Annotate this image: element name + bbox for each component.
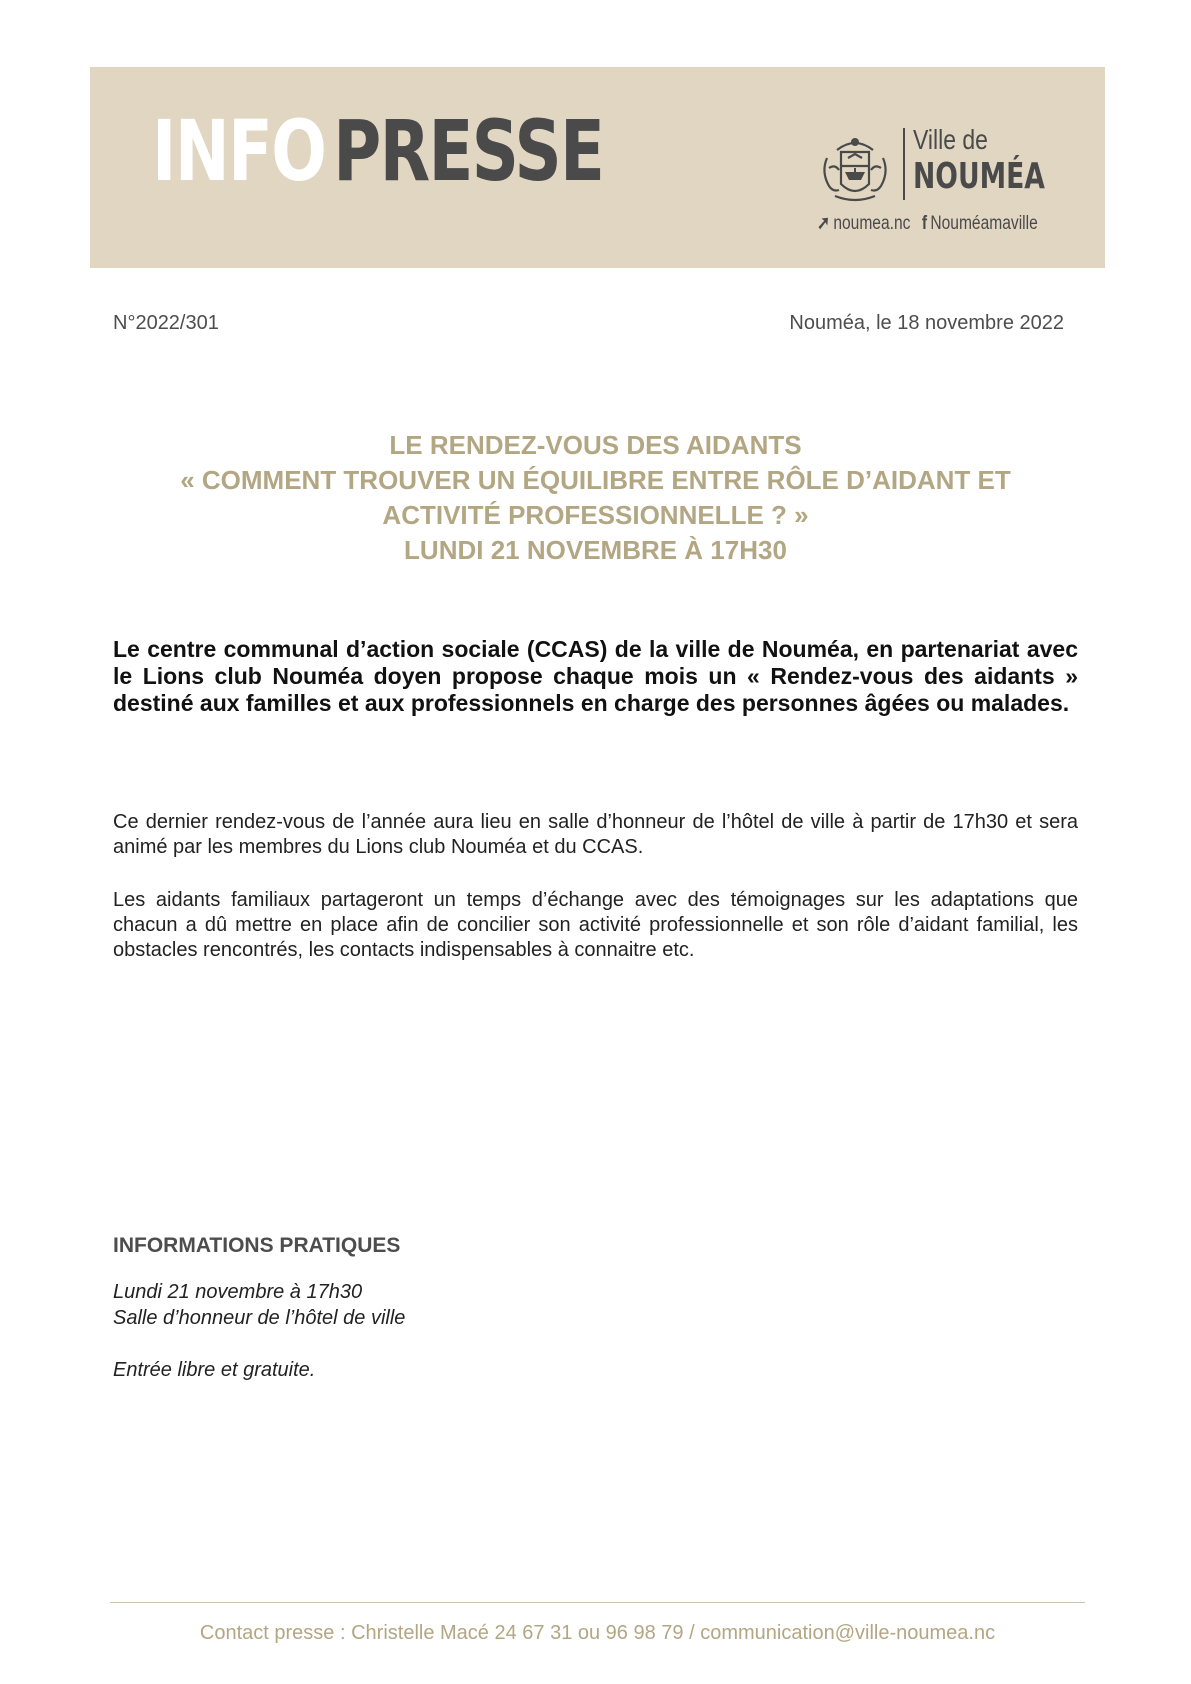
info-when: Lundi 21 novembre à 17h30 <box>113 1281 363 1303</box>
city-crest-icon <box>815 128 895 208</box>
info-entry: Entrée libre et gratuite. <box>113 1359 316 1381</box>
facebook-link[interactable]: Nouméamaville <box>930 213 1038 234</box>
release-number: N°2022/301 <box>113 312 219 334</box>
page-title <box>113 428 1078 568</box>
wordmark-info: INFO <box>152 102 326 200</box>
title-line: LUNDI 21 NOVEMBRE À 17H30 <box>404 535 787 565</box>
logo-links <box>817 212 1038 235</box>
logo-noumea: NOUMÉA <box>913 156 1045 197</box>
header-banner <box>90 67 1105 268</box>
ville-de-noumea-logo <box>815 122 1055 242</box>
site-link[interactable]: noumea.nc <box>833 213 911 234</box>
title-line: LE RENDEZ-VOUS DES AIDANTS <box>389 430 802 460</box>
info-heading: INFORMATIONS PRATIQUES <box>113 1234 401 1257</box>
info-where: Salle d’honneur de l’hôtel de ville <box>113 1307 406 1329</box>
arrow-icon: ➚ <box>817 213 831 234</box>
release-date: Nouméa, le 18 novembre 2022 <box>789 312 1064 334</box>
footer-contact: Contact presse : Christelle Macé 24 67 31 ou 96 98 79 / communication@ville-noumea.nc <box>199 1622 996 1644</box>
footer-divider <box>110 1602 1085 1603</box>
logo-divider <box>903 128 905 200</box>
logo-ville-de: Ville de <box>913 124 988 155</box>
wordmark-presse: PRESSE <box>333 102 604 200</box>
body-paragraph: Les aidants familiaux partageront un temps d’échange avec des témoignages sur les adaptations que chacun a dû mettre en place afin de concilier son activité professionnelle et son rôle d’aidant familial, les obstacles rencontrés, les contacts indispensables à connaitre etc. <box>113 889 1078 961</box>
title-line: ACTIVITÉ PROFESSIONNELLE ? » <box>382 500 809 530</box>
facebook-icon: f <box>921 213 928 234</box>
lead-paragraph: Le centre communal d’action sociale (CCAS) de la ville de Nouméa, en partenariat avec le Lions club Nouméa doyen propose chaque mois un « Rendez-vous des aidants » destiné aux familles et aux professionnels en charge des personnes âgées ou malades. <box>113 636 1078 716</box>
info-presse-wordmark <box>152 102 604 200</box>
title-line: « COMMENT TROUVER UN ÉQUILIBRE ENTRE RÔLE D’AIDANT ET <box>180 465 1011 495</box>
body-paragraph: Ce dernier rendez-vous de l’année aura lieu en salle d’honneur de l’hôtel de ville à partir de 17h30 et sera animé par les membres du Lions club Nouméa et du CCAS. <box>113 811 1078 858</box>
